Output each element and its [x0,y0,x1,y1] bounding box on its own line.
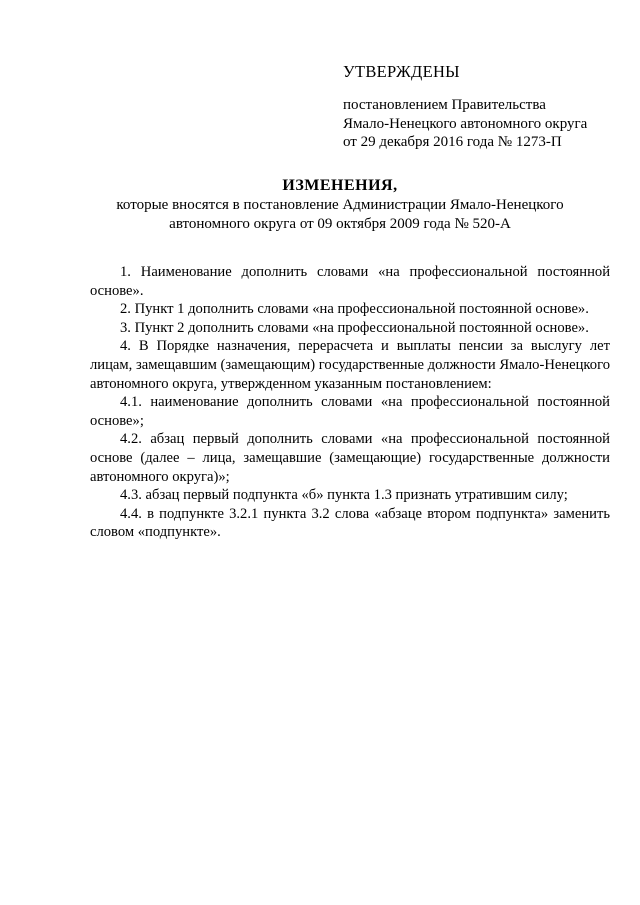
paragraph-item-4-2: 4.2. абзац первый дополнить словами «на профессиональной постоянной основе (далее – лица, замещавшие (замещающие) государственные должности автономного округа)»; [90,431,610,485]
approval-line: от 29 декабря 2016 года № 1273-П [343,134,562,150]
paragraph-item-4-3: 4.3. абзац первый подпункта «б» пункта 1.3 признать утратившим силу; [120,487,568,504]
approval-line: постановлением Правительства [343,97,546,113]
heading-subtitle-line: автономного округа от 09 октября 2009 года № 520-А [169,216,511,232]
approval-line: Ямало-Ненецкого автономного округа [343,115,588,132]
document-heading [90,176,590,234]
document-body [90,263,610,542]
approval-block [343,62,623,152]
heading-subtitle-line: которые вносятся в постановление Администрации Ямало-Ненецкого [116,197,564,213]
paragraph-item-4-4: 4.4. в подпункте 3.2.1 пункта 3.2 слова «абзаце втором подпункта» заменить словом «подпункте». [90,505,610,541]
paragraph-item-4: 4. В Порядке назначения, перерасчета и выплаты пенсии за выслугу лет лицам, замещавшим (замещающим) государственные должности Ямало-Ненецкого автономного округа, утвержденном указанным постановлением: [90,338,610,392]
paragraph-item-3: 3. Пункт 2 дополнить словами «на профессиональной постоянной основе». [120,319,589,336]
heading-title: ИЗМЕНЕНИЯ, [282,177,398,194]
paragraph-item-4-1: 4.1. наименование дополнить словами «на профессиональной постоянной основе»; [90,394,610,429]
paragraph-item-1: 1. Наименование дополнить словами «на профессиональной постоянной основе». [90,264,610,299]
paragraph-item-2: 2. Пункт 1 дополнить словами «на профессиональной постоянной основе». [120,301,589,318]
approval-title: УТВЕРЖДЕНЫ [343,62,460,81]
